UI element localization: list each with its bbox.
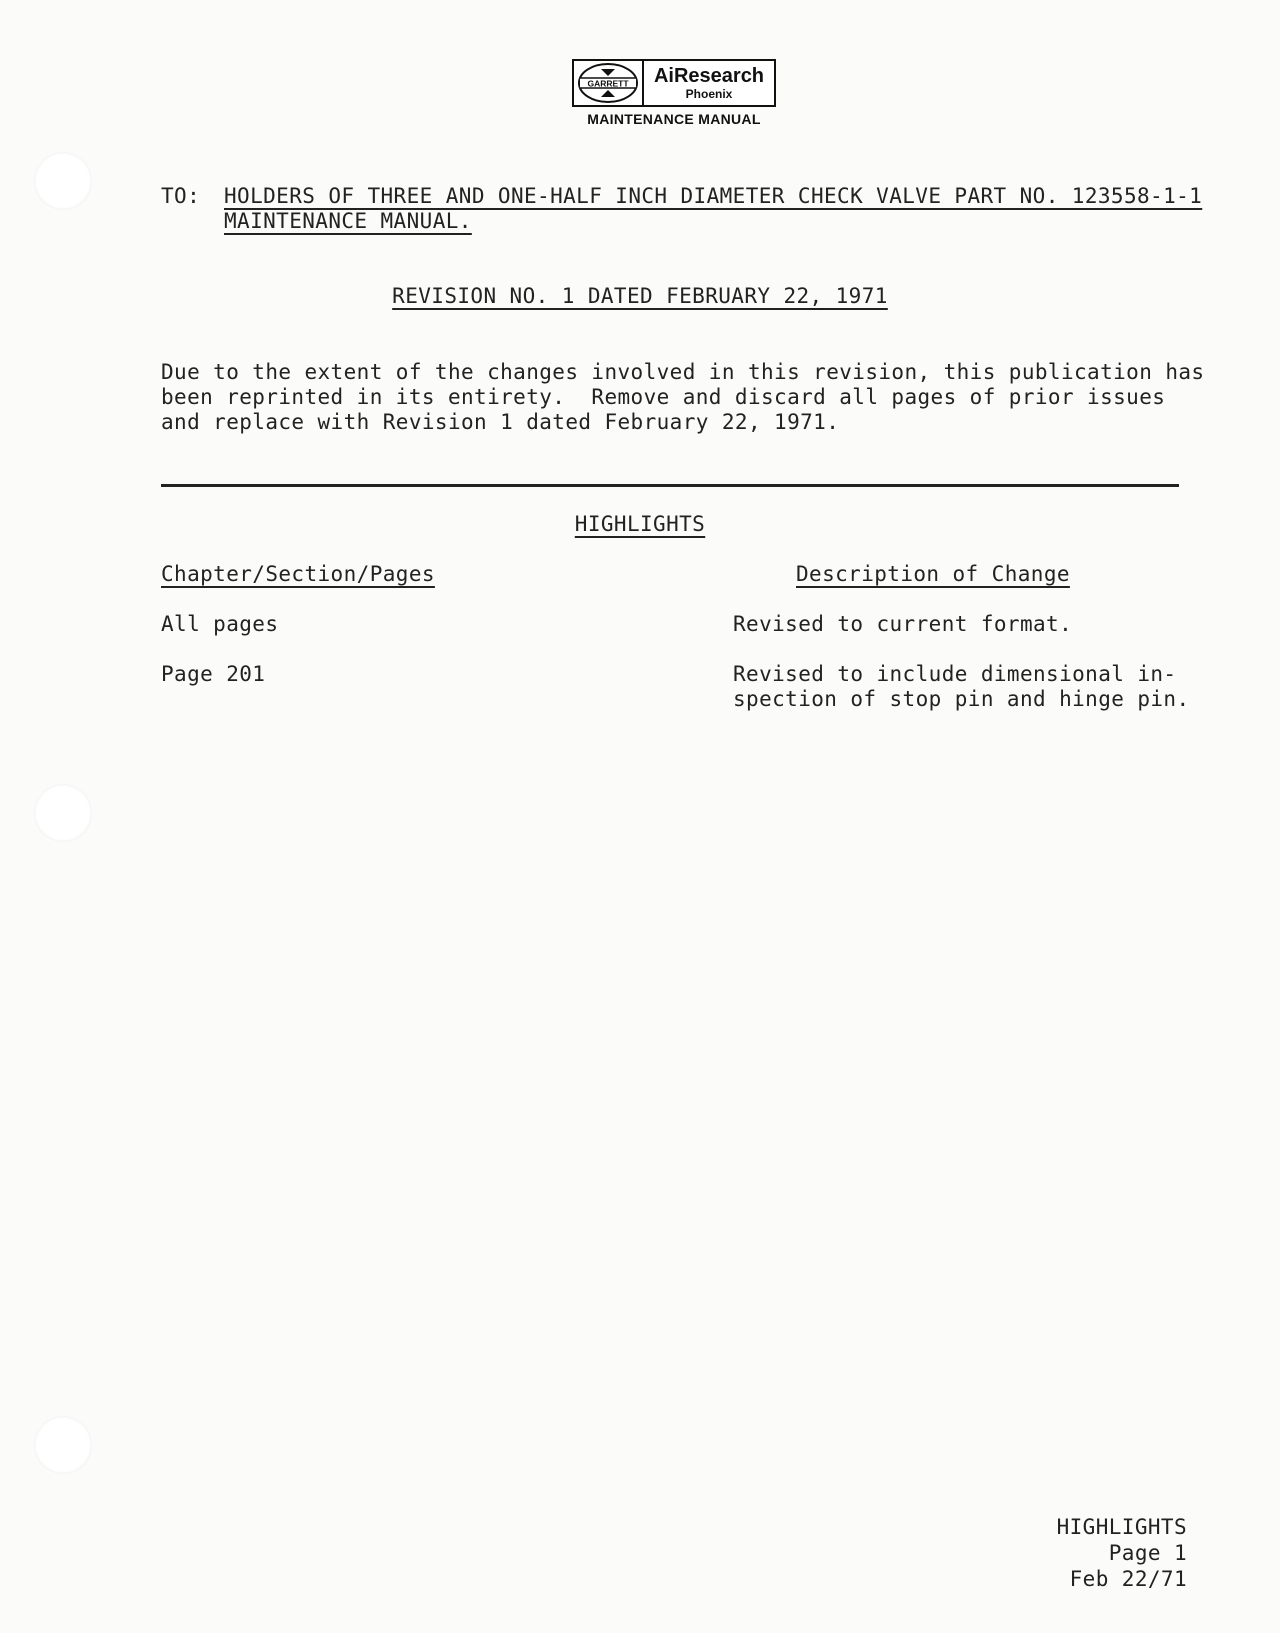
manual-caption: MAINTENANCE MANUAL: [587, 111, 761, 127]
col-header-pages: Chapter/Section/Pages: [161, 562, 435, 586]
notice-line-1: Due to the extent of the changes involved in this revision, this publication has: [161, 360, 1205, 384]
to-label: TO:: [161, 184, 201, 208]
row-description: Revised to include dimensional in- spection of stop pin and hinge pin.: [733, 662, 1190, 711]
highlights-title: HIGHLIGHTS: [574, 512, 706, 536]
row-pages: Page 201: [161, 662, 266, 686]
page-footer: [1057, 1514, 1187, 1592]
to-line-2: MAINTENANCE MANUAL.: [224, 209, 472, 233]
badge-text: GARRETT: [587, 78, 629, 89]
to-line-1: HOLDERS OF THREE AND ONE-HALF INCH DIAMETER CHECK VALVE PART NO. 123558-1-1: [224, 184, 1203, 208]
garrett-emblem-icon: [577, 62, 639, 104]
footer-section: HIGHLIGHTS: [1056, 1515, 1187, 1539]
notice-line-2: been reprinted in its entirety. Remove and discard all pages of prior issues: [161, 385, 1166, 409]
col-header-description: Description of Change: [796, 562, 1070, 586]
punch-hole-bottom: [34, 1416, 92, 1474]
company-logo: [572, 59, 776, 107]
punch-hole-middle: [34, 784, 92, 842]
notice-paragraph: [161, 360, 1205, 435]
brand-location: Phoenix: [685, 87, 733, 101]
brand-name: AiResearch: [653, 65, 765, 87]
footer-date: Feb 22/71: [1069, 1567, 1187, 1591]
section-divider: [161, 484, 1179, 487]
notice-line-3: and replace with Revision 1 dated February 22, 1971.: [161, 410, 840, 434]
row-pages: All pages: [161, 612, 279, 636]
row-description: Revised to current format.: [733, 612, 1073, 636]
garrett-badge: [574, 61, 644, 105]
footer-page: Page 1: [1108, 1541, 1187, 1565]
revision-title: REVISION NO. 1 DATED FEBRUARY 22, 1971: [392, 284, 888, 308]
punch-hole-top: [34, 152, 92, 210]
